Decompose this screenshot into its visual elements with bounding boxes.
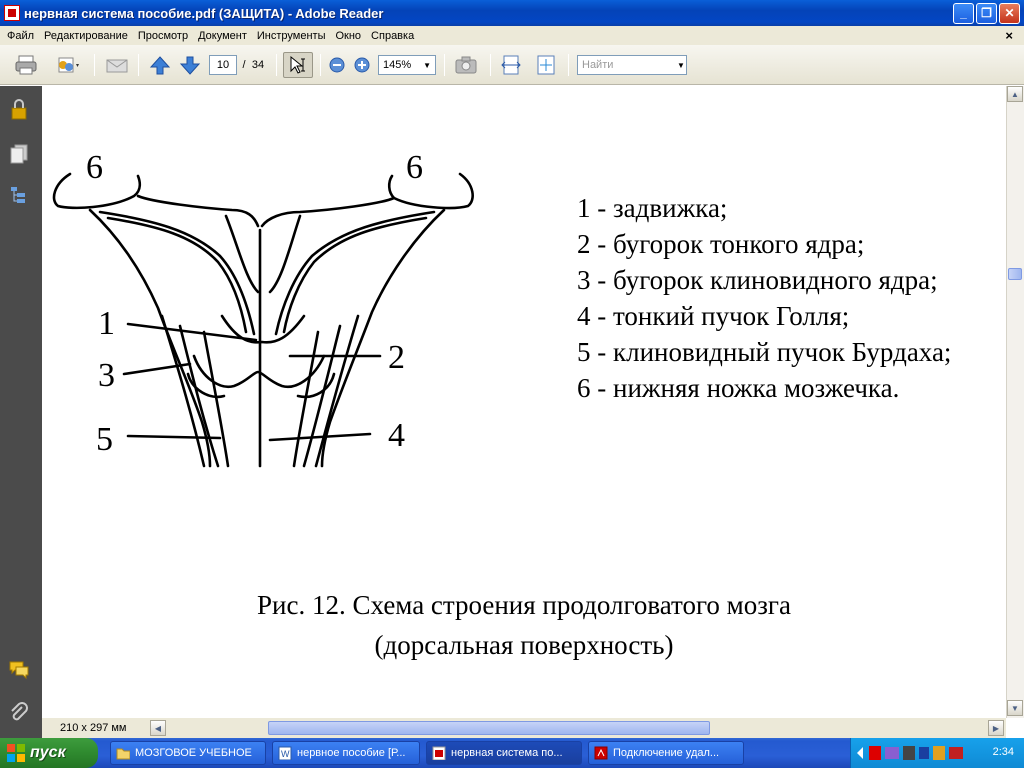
legend: [577, 190, 951, 406]
legend-item: 2 - бугорок тонкого ядра;: [577, 229, 865, 259]
total-pages: 34: [251, 59, 265, 71]
select-tool-button[interactable]: [283, 52, 313, 78]
previous-page-button[interactable]: [148, 52, 172, 78]
pages-icon[interactable]: [8, 142, 30, 164]
taskbar-item-label: нервное пособие [Р...: [297, 747, 406, 759]
page-separator: /: [242, 59, 246, 71]
adobe-reader-icon: [4, 5, 20, 21]
email-icon: [105, 54, 129, 76]
status-bar: [42, 718, 1006, 738]
legend-item: 4 - тонкий пучок Голля;: [577, 301, 850, 331]
scroll-left-button[interactable]: ◀: [150, 720, 166, 736]
label-2: 2: [388, 339, 405, 376]
menu-bar: [0, 26, 1024, 45]
antivirus-icon: [869, 746, 881, 760]
start-button[interactable]: [0, 738, 98, 768]
windows-logo-icon: [6, 743, 26, 763]
menu-tools[interactable]: Инструменты: [256, 29, 326, 42]
taskbar-item-folder[interactable]: [110, 741, 266, 765]
search-field[interactable]: [577, 55, 687, 75]
zoom-out-button[interactable]: [327, 52, 347, 78]
taskbar-item-adobe-reader[interactable]: [426, 741, 582, 765]
collaborate-button[interactable]: [48, 52, 88, 78]
search-dropdown-icon[interactable]: ▼: [677, 60, 685, 70]
clock: 2:34: [992, 746, 1014, 758]
zoom-select[interactable]: [378, 55, 436, 75]
title-bar: [0, 0, 1024, 26]
horizontal-scroll-thumb[interactable]: [268, 721, 710, 735]
legend-item: 1 - задвижка;: [577, 193, 728, 223]
menu-file[interactable]: Файл: [7, 29, 35, 42]
fit-width-icon: [500, 54, 522, 76]
arrow-up-icon: [149, 54, 171, 76]
legend-item: 5 - клиновидный пучок Бурдаха;: [577, 337, 952, 367]
camera-icon: [454, 54, 478, 76]
figure-caption-subtitle: (дорсальная поверхность): [374, 630, 674, 660]
legend-item: 6 - нижняя ножка мозжечка.: [577, 373, 900, 403]
cursor-icon: [287, 54, 309, 76]
menu-help[interactable]: Справка: [371, 29, 415, 42]
tool-icon: [903, 746, 915, 760]
search-placeholder: Найти: [582, 59, 614, 71]
start-label: пуск: [30, 744, 66, 761]
pdf-icon: [432, 746, 446, 760]
zoom-in-icon: [353, 56, 371, 74]
system-tray: [850, 738, 1024, 768]
snapshot-button[interactable]: [452, 52, 480, 78]
fit-page-icon: [535, 54, 557, 76]
taskbar-item-label: МОЗГОВОЕ УЧЕБНОЕ: [135, 747, 252, 759]
arrow-down-icon: [179, 54, 201, 76]
navigation-sidebar: [0, 86, 42, 738]
label-4: 4: [388, 417, 405, 454]
email-button[interactable]: [102, 52, 132, 78]
network-icon: [885, 747, 899, 759]
minimize-button[interactable]: _: [953, 3, 974, 24]
word-icon: [278, 746, 292, 760]
taskbar-item-remote-desktop[interactable]: [588, 741, 744, 765]
label-6-right: 6: [406, 149, 423, 186]
scroll-thumb[interactable]: [1008, 268, 1022, 280]
bookmarks-icon[interactable]: [8, 184, 30, 206]
figure-caption: Рис. 12. Схема строения продолговатого мозга: [257, 590, 791, 620]
zoom-value: 145%: [383, 59, 412, 71]
scroll-up-button[interactable]: ▲: [1007, 86, 1023, 102]
maximize-button[interactable]: ❐: [976, 3, 997, 24]
fit-width-button[interactable]: [498, 52, 524, 78]
taskbar: [0, 738, 1024, 768]
language-icon: [949, 747, 963, 759]
menu-document[interactable]: Документ: [198, 29, 247, 42]
lock-icon[interactable]: [8, 98, 30, 120]
page-size-label: 210 x 297 мм: [60, 722, 127, 734]
tray-icons: [855, 743, 975, 763]
chevron-down-icon: ▼: [423, 60, 431, 70]
fit-page-button[interactable]: [533, 52, 559, 78]
document-page: [42, 86, 1006, 718]
label-3: 3: [98, 357, 115, 394]
menu-view[interactable]: Просмотр: [137, 29, 189, 42]
vertical-scrollbar[interactable]: [1006, 86, 1024, 718]
taskbar-item-label: Подключение удал...: [613, 747, 720, 759]
page-number-input[interactable]: 10: [209, 55, 237, 75]
medulla-diagram: [42, 86, 512, 506]
legend-item: 3 - бугорок клиновидного ядра;: [577, 265, 938, 295]
print-button[interactable]: [12, 52, 40, 78]
comments-icon[interactable]: [8, 658, 30, 680]
zoom-in-button[interactable]: [352, 52, 372, 78]
document-close-icon[interactable]: ×: [1005, 28, 1013, 43]
svg-text:W: W: [281, 749, 290, 759]
attachments-icon[interactable]: [8, 702, 30, 724]
label-1: 1: [98, 305, 115, 342]
label-6-left: 6: [86, 149, 103, 186]
close-button[interactable]: ✕: [999, 3, 1020, 24]
printer-icon: [14, 54, 38, 76]
usb-icon: [919, 747, 929, 759]
zoom-out-icon: [328, 56, 346, 74]
menu-edit[interactable]: Редактирование: [44, 29, 128, 42]
toolbar: [0, 45, 1024, 85]
security-icon: [933, 746, 945, 760]
window-title: нервная система пособие.pdf (ЗАЩИТА) - Adobe Reader: [24, 5, 384, 21]
scroll-right-button[interactable]: ▶: [988, 720, 1004, 736]
next-page-button[interactable]: [178, 52, 202, 78]
taskbar-item-word[interactable]: [272, 741, 420, 765]
tray-expand-icon: [857, 747, 863, 759]
label-5: 5: [96, 421, 113, 458]
scroll-down-button[interactable]: ▼: [1007, 700, 1023, 716]
taskbar-item-label: нервная система по...: [451, 747, 563, 759]
menu-window[interactable]: Окно: [335, 29, 362, 42]
remote-desktop-icon: [594, 746, 608, 760]
collaborate-icon: [55, 54, 81, 76]
folder-icon: [116, 746, 130, 760]
